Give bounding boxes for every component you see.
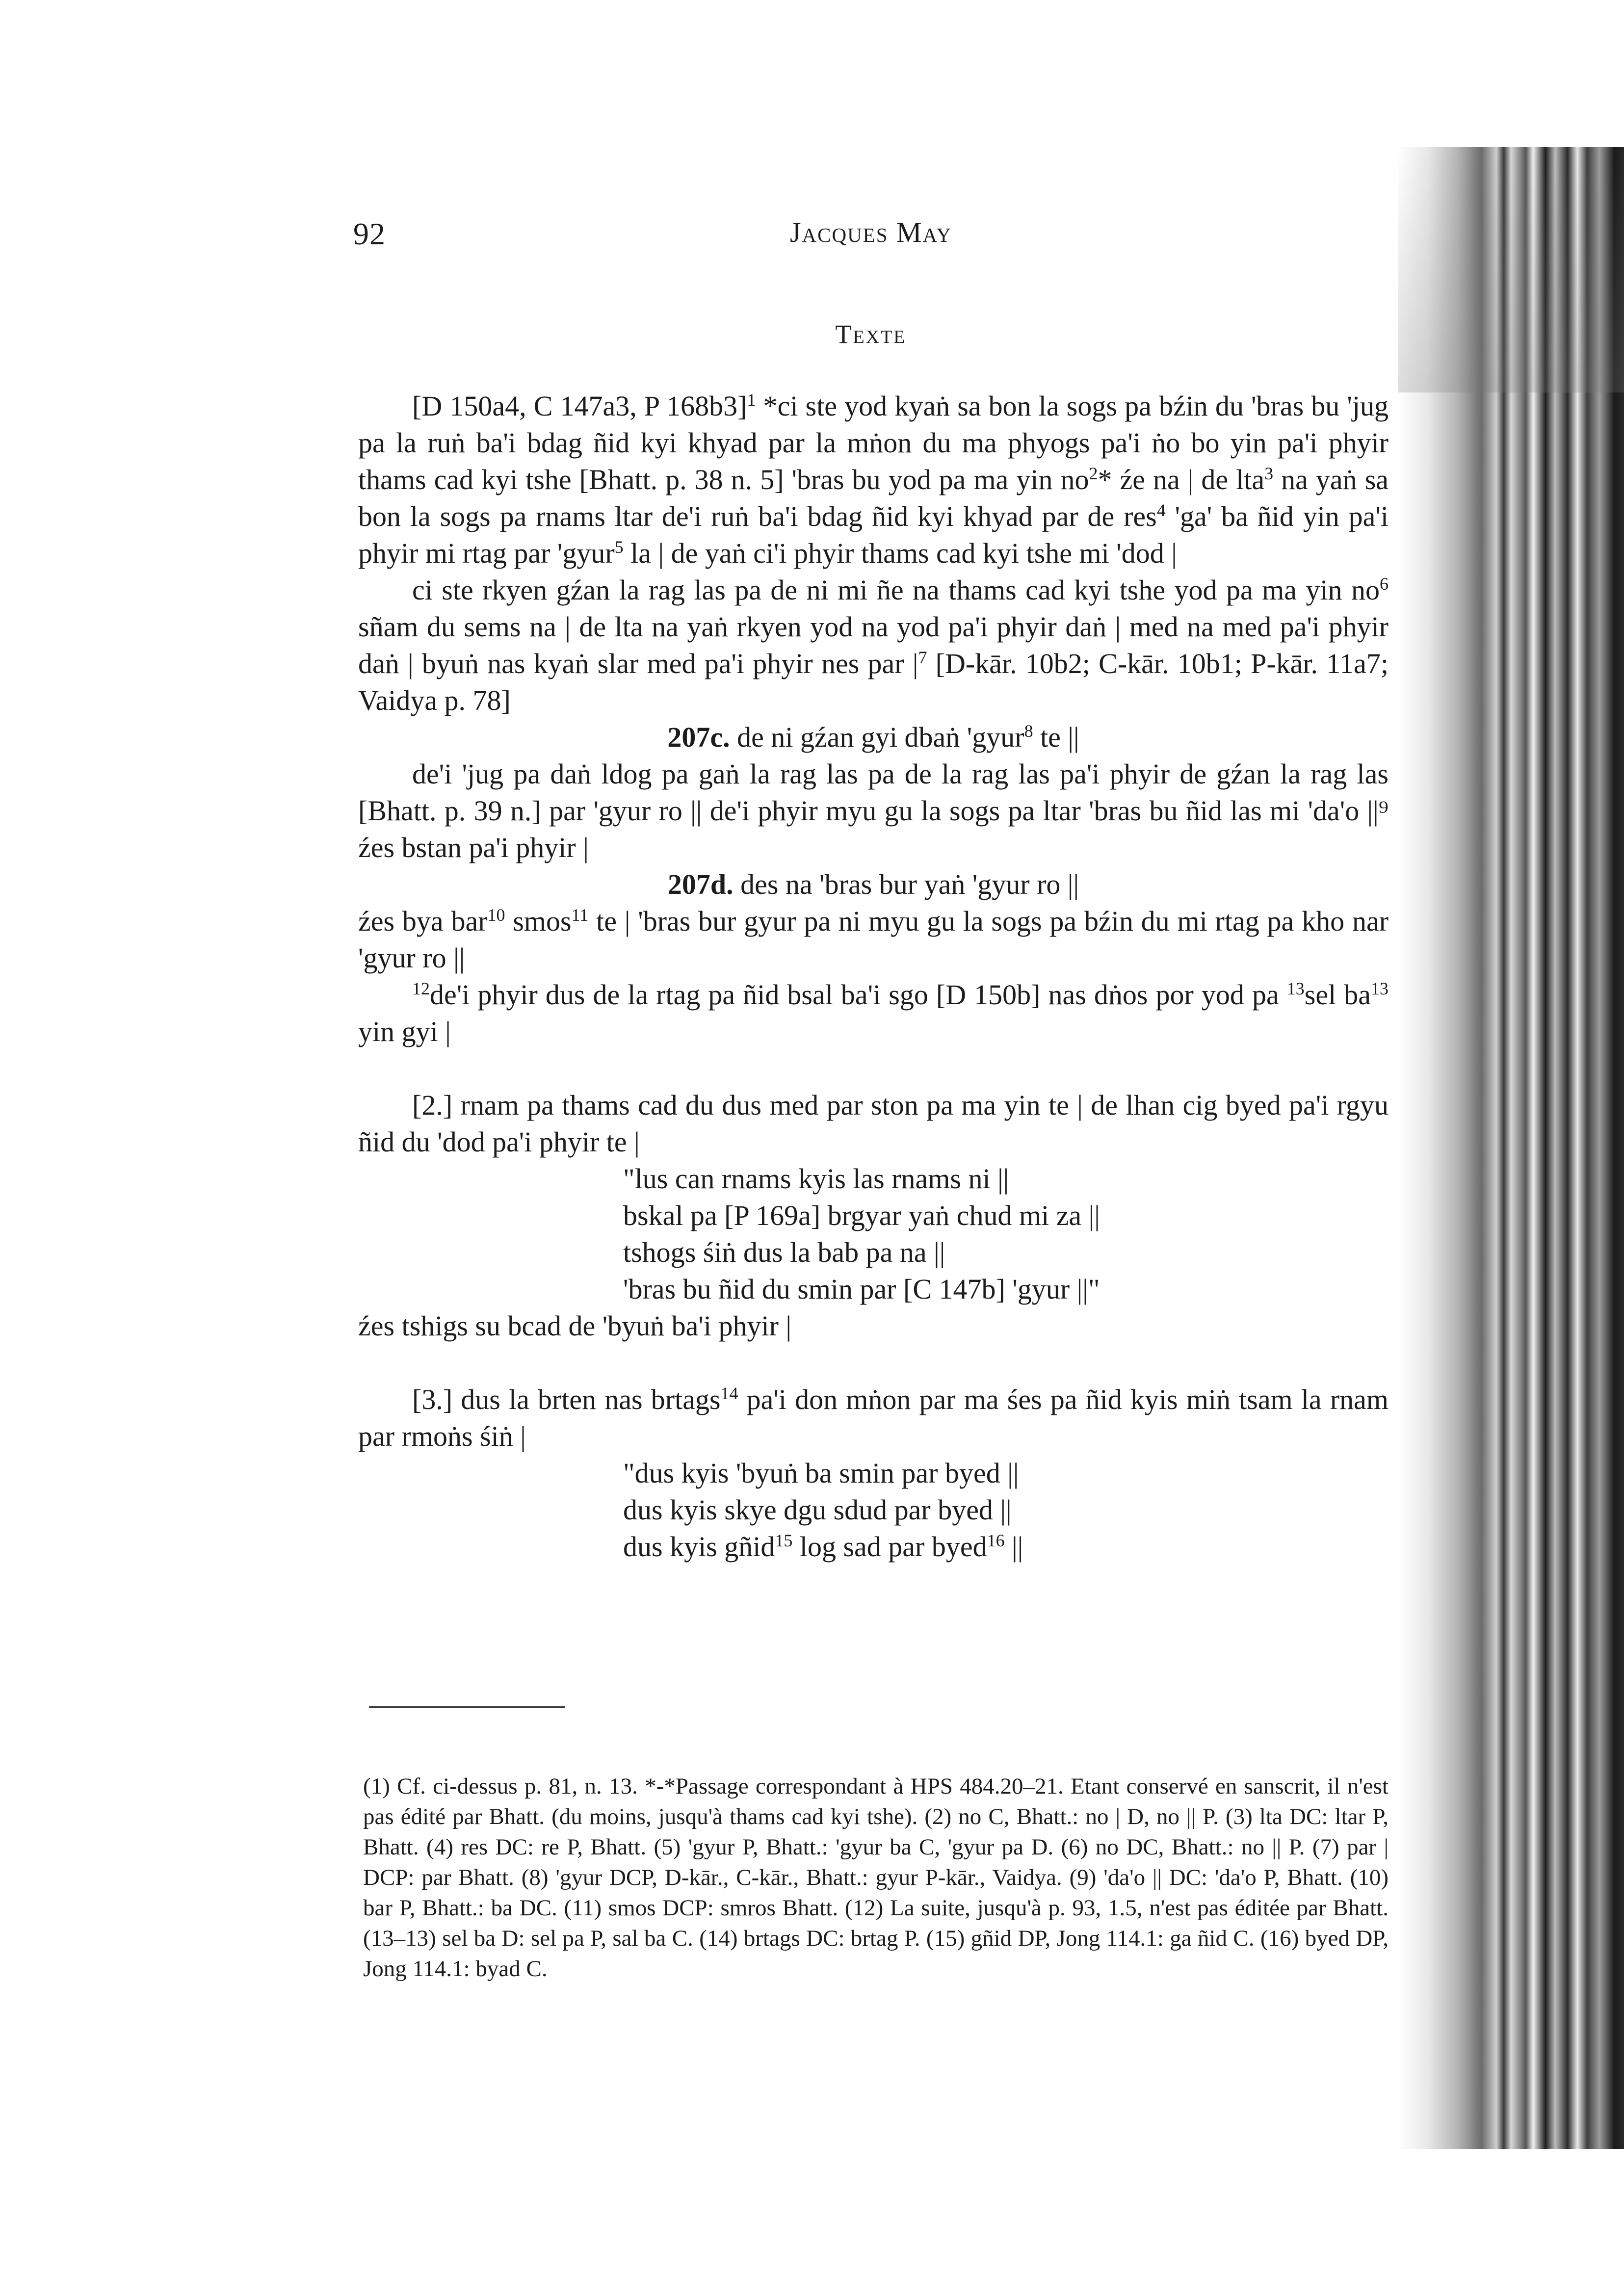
- paragraph-1: [D 150a4, C 147a3, P 168b3]$^1$ *ci ste yod kyaṅ sa bon la sogs pa bźin du 'bras bu 'jug pa la ruṅ ba'i bdag ñid kyi khyad par la mṅon du ma phyogs pa'i ṅo bo yin pa'i phyir thams cad kyi tshe [Bhatt. p. 38 n. 5] 'bras bu yod pa ma yin $no^2*$ źe na | de lta$^3$ na yaṅ sa bon la sogs pa rnams ltar de'i ruṅ ba'i bdag ñid kyi khyad par de res$^4$ 'ga' ba ñid yin pa'i phyir mi rtag par 'gyur$^5$ la | de yaṅ ci'i phyir thams cad kyi tshe mi 'dod |: [358, 390, 1389, 569]
- footnote-block: (1) Cf. ci-dessus p. 81, n. 13. *-*Passage correspondant à HPS 484.20–21. Etant conservé en sanscrit, il n'est pas édité par Bhatt. (du moins, jusqu'à thams cad kyi tshe). (2) no C, Bhatt.: no | D, no || P. (3) lta DC: ltar P, Bhatt. (4) res DC: re P, Bhatt. (5) 'gyur P, Bhatt.: 'gyur ba C, 'gyur pa D. (6) no DC, Bhatt.: no || P. (7) par | DCP: par Bhatt. (8) 'gyur DCP, D-kār., C-kār., Bhatt.: gyur P-kār., Vaidya. (9) 'da'o || DC: 'da'o P, Bhatt. (10) bar P, Bhatt.: ba DC. (11) smos DCP: smros Bhatt. (12) La suite, jusqu'à p. 93, 1.5, n'est pas éditée par Bhatt. (13–13) sel ba D: sel pa P, sal ba C. (14) brtags DC: brtag P. (15) gñid DP, Jong 114.1: ga ñid C. (16) byed DP, Jong 114.1: byad C.: [363, 1774, 1388, 1982]
- section-title: Texte: [835, 319, 907, 349]
- verse-line: "lus can rnams kyis las rnams ni ||: [623, 1163, 1009, 1195]
- paragraph-6: [2.] rnam pa thams cad du dus med par ston pa ma yin te | de lhan cig byed pa'i rgyu ñid du 'dod pa'i phyir te |: [358, 1089, 1388, 1158]
- paragraph-2: ci ste rkyen gźan la rag las pa de ni mi ñe na thams cad kyi tshe yod pa ma yin $no^6$ sñam du sems na | de lta na yaṅ rkyen yod na yod pa'i phyir daṅ | med na med pa'i phyir daṅ | byuṅ nas kyaṅ slar med pa'i phyir nes par $|^7$ [D-kār. 10b2; C-kār. 10b1; P-kār. 11a7; Vaidya p. 78]: [358, 574, 1389, 716]
- verse-line: dus kyis skye dgu sdud par byed ||: [623, 1494, 1012, 1526]
- running-head: Jacques May: [789, 216, 952, 248]
- paragraph-3: de'i 'jug pa daṅ ldog pa gaṅ la rag las pa de la rag las pa'i phyir de gźan la rag las [Bhatt. p. 39 n.] par 'gyur ro || de'i phyir myu gu la sogs pa ltar 'bras bu ñid las mi 'da'o ||⁹ źes bstan pa'i phyir |: [358, 758, 1388, 863]
- footnotes: [363, 1771, 1388, 1984]
- scan-edge-shadow: [1398, 147, 1624, 2149]
- verse-line: tshogs śiṅ dus la bab pa na ||: [623, 1236, 945, 1268]
- verse-line: 'bras bu ñid du smin par [C 147b] 'gyur ||": [623, 1273, 1100, 1305]
- paragraph-4: źes bya bar$^{10}$ smos$^{11}$ te | 'bras bur gyur pa ni myu gu la sogs pa bźin du mi rtag pa kho nar 'gyur ro ||: [358, 905, 1389, 974]
- footnote-rule: [369, 1706, 565, 1708]
- paragraph-7: źes tshigs su bcad de 'byuṅ ba'i phyir |: [358, 1310, 792, 1342]
- verse-line: "dus kyis 'byuṅ ba smin par byed ||: [623, 1457, 1019, 1489]
- verse-heading-207c: 207c. de ni gźan gyi dbaṅ 'gyur$^8$ te ||: [667, 721, 1079, 753]
- paragraph-8: [3.] dus la brten nas brtags$^{14}$ pa'i don mṅon par ma śes pa ñid kyis miṅ tsam la rnam par rmoṅs śiṅ |: [358, 1383, 1388, 1452]
- verse-line: bskal pa [P 169a] brgyar yaṅ chud mi za ||: [623, 1200, 1100, 1231]
- verse-heading-207d: 207d. des na 'bras bur yaṅ 'gyur ro ||: [667, 868, 1079, 900]
- paragraph-5: $^{12}$de'i phyir dus de la rtag pa ñid bsal ba'i sgo [D 150b] nas dṅos por yod pa $^{13}$sel $ba^{13}$ yin gyi |: [358, 979, 1389, 1047]
- scan-edge-fade: [1398, 147, 1624, 392]
- page-number: 92: [353, 216, 386, 251]
- page-header: [353, 216, 1388, 260]
- main-text: [358, 388, 1388, 1565]
- verse-line: dus kyis gñid$^{15}$ log sad par byed$^{16}$ ||: [623, 1531, 1023, 1563]
